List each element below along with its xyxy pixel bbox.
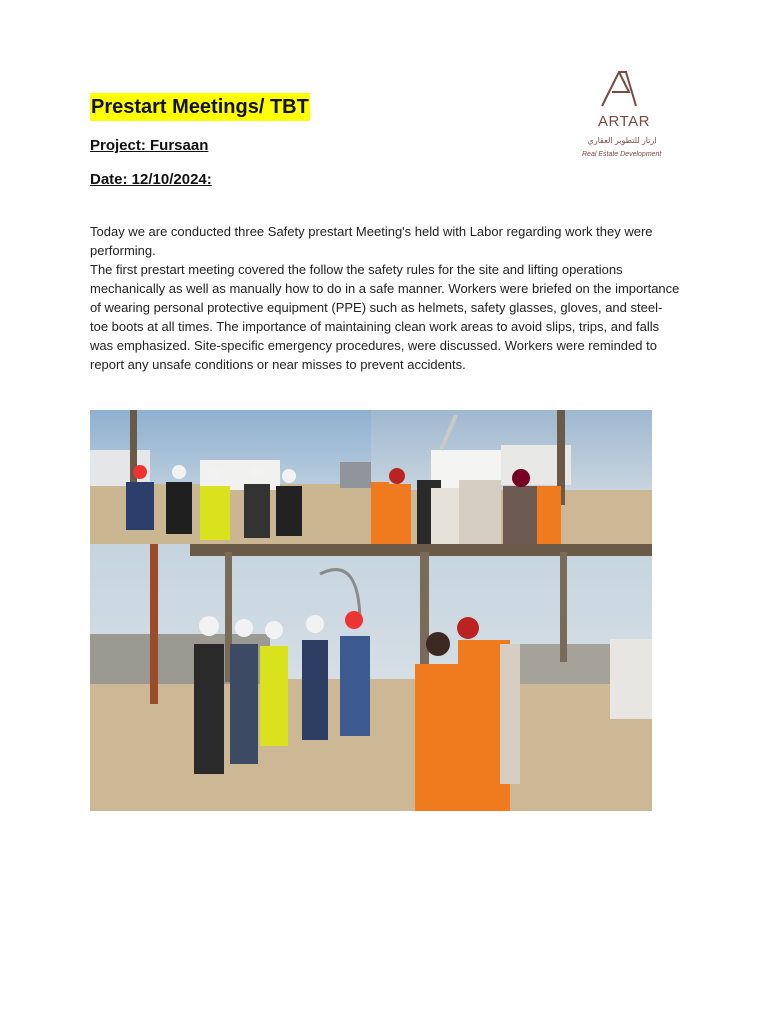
site-photo-3 <box>90 544 652 811</box>
paragraph-meeting-details: The first prestart meeting covered the follow the safety rules for the site and lifting operations mechanically as well as manually how to do in a safe manner. Workers were briefed on the importance of wearing personal protective equipment (PPE) such as helmets, safety glasses, gloves, and steel-toe boots at all times. The importance of maintaining clean work areas to avoid slips, trips, and falls was emphasized. Site-specific emergency procedures, were discussed. Workers were reminded to report any unsafe conditions or near misses to prevent accidents. <box>90 262 680 372</box>
artar-logo-mark-icon <box>598 68 640 110</box>
company-logo <box>578 68 678 164</box>
paragraph-intro: Today we are conducted three Safety prestart Meeting's held with Labor regarding work they were performing. <box>90 224 653 258</box>
project-label: Project: Fursaan <box>90 137 209 154</box>
site-photo-2 <box>371 410 652 544</box>
logo-name: ARTAR <box>598 113 650 130</box>
report-body <box>90 222 680 374</box>
logo-arabic-text: ارتار للتطوير العقاري <box>587 136 657 145</box>
date-label: Date: 12/10/2024: <box>90 171 212 188</box>
document-title: Prestart Meetings/ TBT <box>90 93 310 121</box>
site-photo-1 <box>90 410 371 544</box>
logo-subtitle: Real Estate Development <box>582 151 662 158</box>
